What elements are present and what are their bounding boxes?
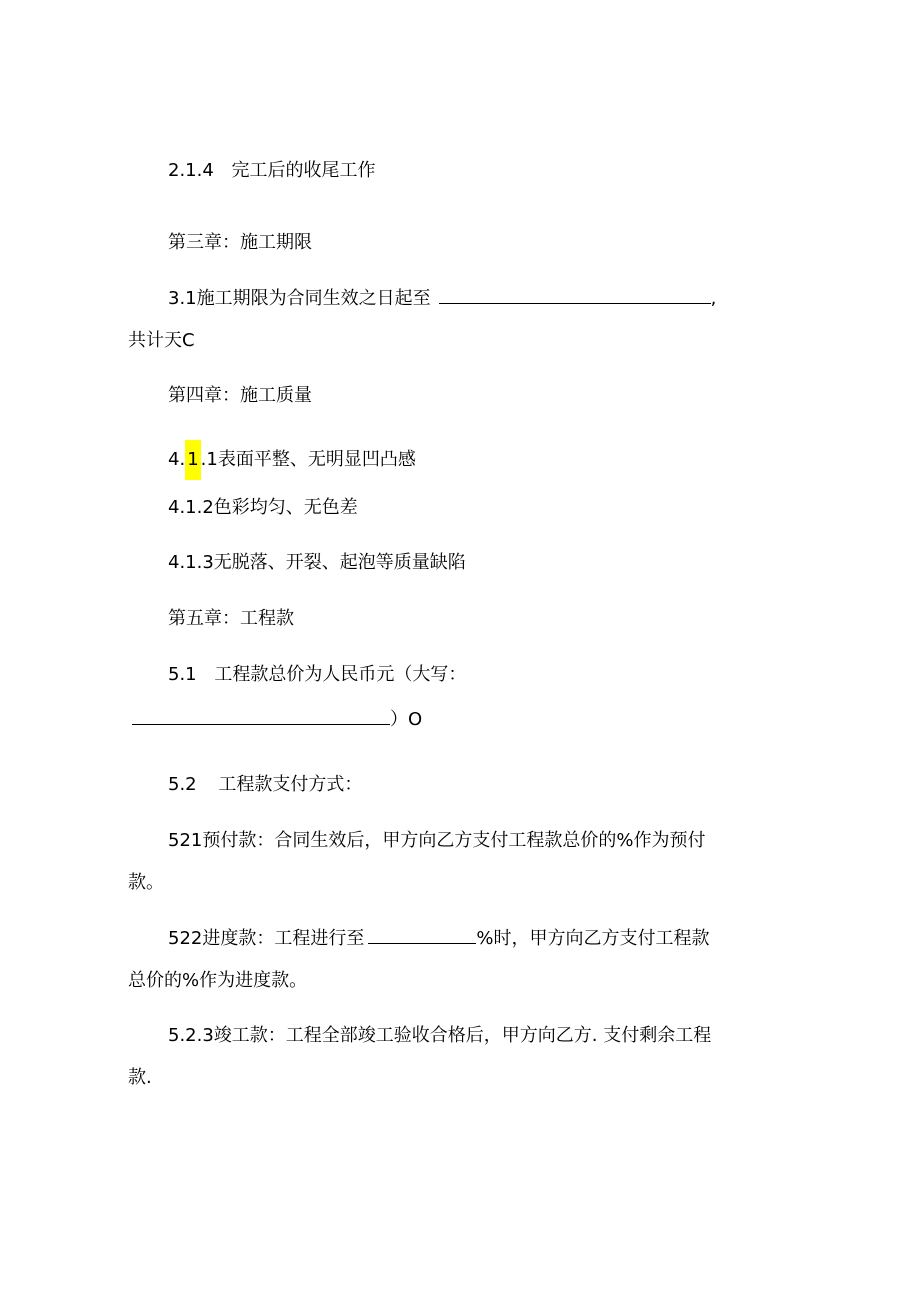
clause-number: 2.1.4 xyxy=(168,160,214,181)
clause-tail: , xyxy=(710,288,717,309)
clause-5-1 xyxy=(168,663,466,687)
clause-text: 522进度款：工程进行至 xyxy=(168,928,365,949)
clause-number-part: 4. xyxy=(168,449,186,470)
clause-4-1-3: 4.1.3无脱落、开裂、起泡等质量缺陷 xyxy=(168,552,466,573)
clause-3-1-continued: 共计天C xyxy=(128,330,195,351)
clause-5-2-3: 5.2.3竣工款：工程全部竣工验收合格后，甲方向乙方. 支付剩余工程 xyxy=(168,1025,712,1046)
clause-5-1-continued xyxy=(132,708,422,732)
clause-5-2-2-continued: 总价的%作为进度款。 xyxy=(128,970,308,991)
blank-line xyxy=(368,927,476,944)
clause-4-1-1 xyxy=(168,440,416,480)
clause-text: 工程款支付方式： xyxy=(218,774,363,795)
chapter-4-heading: 第四章：施工质量 xyxy=(168,385,312,406)
highlighted-digit: 1 xyxy=(185,440,200,480)
clause-tail: ）O xyxy=(390,709,423,730)
clause-text: 完工后的收尾工作 xyxy=(231,160,376,181)
clause-4-1-2: 4.1.2色彩均匀、无色差 xyxy=(168,497,358,518)
clause-5-2-3-continued: 款. xyxy=(128,1067,152,1088)
clause-3-1 xyxy=(168,287,716,311)
clause-text: 3.1施工期限为合同生效之日起至 xyxy=(168,288,431,309)
clause-5-2-2 xyxy=(168,927,709,951)
clause-5-2 xyxy=(168,773,362,797)
clause-number: 5.2 xyxy=(168,774,197,795)
clause-2-1-4 xyxy=(168,159,376,183)
clause-number: 5.1 xyxy=(168,664,197,685)
clause-5-2-1-continued: 款。 xyxy=(128,872,164,893)
clause-text: .1表面平整、无明显凹凸感 xyxy=(200,449,416,470)
blank-line xyxy=(439,287,711,304)
clause-text: 工程款总价为人民币元（大写： xyxy=(214,664,467,685)
blank-line xyxy=(132,708,390,725)
clause-text-continued: %时，甲方向乙方支付工程款 xyxy=(476,928,710,949)
chapter-3-heading: 第三章：施工期限 xyxy=(168,232,312,253)
chapter-5-heading: 第五章：工程款 xyxy=(168,608,294,629)
clause-5-2-1: 521预付款：合同生效后，甲方向乙方支付工程款总价的%作为预付 xyxy=(168,830,706,851)
